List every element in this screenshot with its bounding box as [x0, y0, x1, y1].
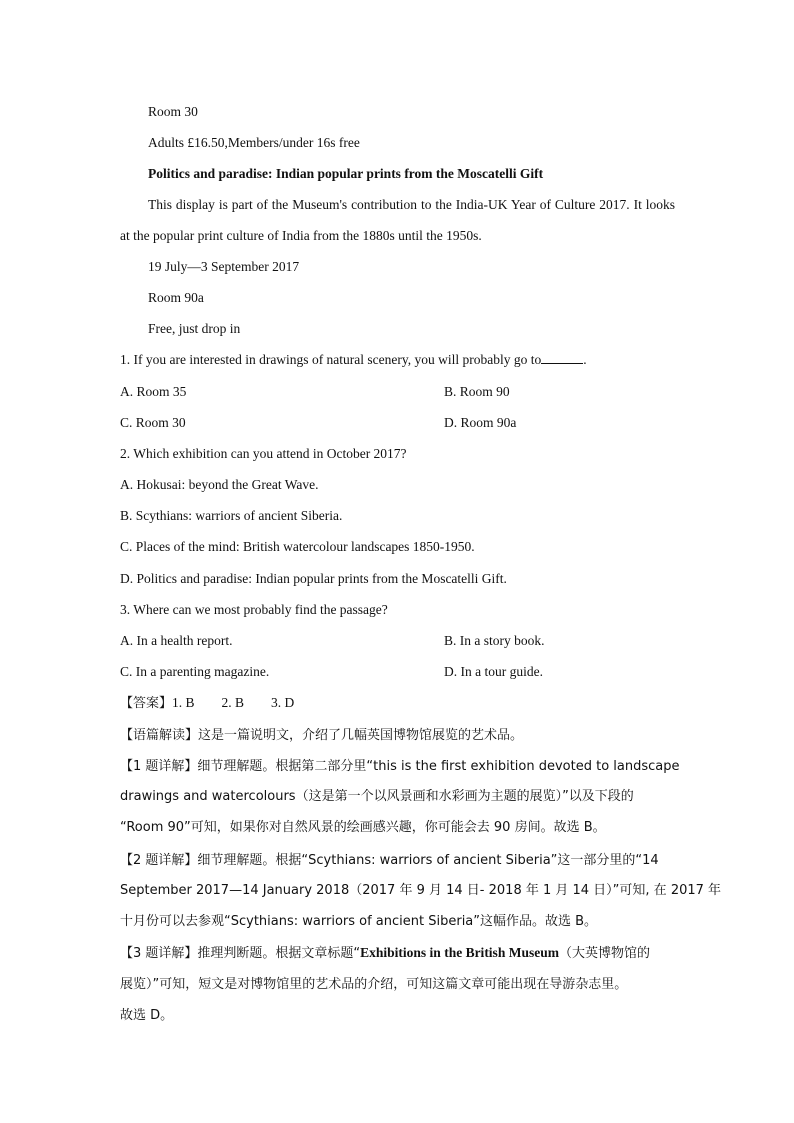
admission-line: Free, just drop in [148, 321, 241, 336]
q3-option-d: D. In a tour guide. [444, 664, 543, 679]
q2-option-c: C. Places of the mind: British watercolour landscapes 1850-1950. [120, 539, 475, 554]
q3-option-a: A. In a health report. [120, 633, 233, 648]
q2-option-d: D. Politics and paradise: Indian popular prints from the Moscatelli Gift. [120, 571, 507, 586]
question-1-text: 1. If you are interested in drawings of natural scenery, you will probably go to [120, 352, 542, 367]
answer-blank [541, 351, 583, 364]
paragraph-text-1: This display is part of the Museum's contribution to the India-UK Year of Culture 2017. It looks [148, 197, 675, 212]
q2-explanation-line-1 [120, 851, 680, 870]
q2-explanation-text-1: 细节理解题。根据“Scythians: warriors of ancient Siberia”这一部分里的“14 [197, 853, 659, 868]
question-1-stem [120, 351, 680, 369]
intro-label: 【语篇解读】 [120, 728, 199, 743]
q1-explanation-line-3: “Room 90”可知，如果你对自然风景的绘画感兴趣，你可能会去 90 房间。故选 B。 [120, 820, 606, 835]
q2-explanation-line-3: 十月份可以去参观“Scythians: warriors of ancient Siberia”这幅作品。故选 B。 [120, 914, 598, 929]
price-line: Adults £16.50,Members/under 16s free [148, 135, 360, 150]
q2-option-b: B. Scythians: warriors of ancient Siberia. [120, 508, 343, 523]
q1-explanation-line-1 [120, 757, 680, 776]
answer-label: 【答案】 [120, 696, 173, 711]
intro-text: 这是一篇说明文，介绍了几幅英国博物馆展览的艺术品。 [198, 728, 524, 743]
q3-explanation-text-1a: 推理判断题。根据文章标题“ [197, 946, 361, 961]
q2-explanation-line-2: September 2017—14 January 2018（2017 年 9 月 14 日- 2018 年 1 月 14 日）”可知, 在 2017 年 [120, 883, 722, 898]
exhibition-paragraph-line-1 [148, 196, 675, 214]
q3-option-c: C. In a parenting magazine. [120, 664, 270, 679]
answer-text: 1. B 2. B 3. D [172, 695, 295, 710]
q2-explanation-label: 【2 题详解】 [120, 853, 198, 868]
room-90a-line: Room 90a [148, 290, 204, 305]
q1-explanation-text-1: 细节理解题。根据第二部分里“this is the first exhibition devoted to landscape [197, 759, 680, 774]
passage-intro-line [120, 726, 680, 745]
dates-line: 19 July—3 September 2017 [148, 259, 300, 274]
answer-line [120, 694, 680, 713]
room-30-line: Room 30 [148, 104, 198, 119]
article-title-reference: Exhibitions in the British Museum [360, 945, 559, 960]
q3-explanation-line-3: 故选 D。 [120, 1008, 174, 1023]
q1-explanation-label: 【1 题详解】 [120, 759, 198, 774]
q1-explanation-line-2: drawings and watercolours（这是第一个以风景画和水彩画为主题的展览）”以及下段的 [120, 789, 634, 804]
q3-explanation-text-1b: （大英博物馆的 [558, 946, 650, 961]
q1-option-b: B. Room 90 [444, 384, 510, 399]
q3-explanation-line-1 [120, 944, 680, 963]
q1-option-c: C. Room 30 [120, 415, 186, 430]
exhibition-paragraph-line-2: at the popular print culture of India from the 1880s until the 1950s. [120, 228, 482, 243]
q3-option-b: B. In a story book. [444, 633, 545, 648]
question-1-end: . [583, 352, 587, 367]
q1-option-a: A. Room 35 [120, 384, 187, 399]
exhibition-heading: Politics and paradise: Indian popular prints from the Moscatelli Gift [148, 166, 544, 181]
question-3-stem: 3. Where can we most probably find the passage? [120, 602, 388, 617]
q2-option-a: A. Hokusai: beyond the Great Wave. [120, 477, 319, 492]
question-2-stem: 2. Which exhibition can you attend in October 2017? [120, 446, 407, 461]
q3-explanation-label: 【3 题详解】 [120, 946, 198, 961]
q3-explanation-line-2: 展览）”可知，短文是对博物馆里的艺术品的介绍，可知这篇文章可能出现在导游杂志里。 [120, 977, 628, 992]
q1-option-d: D. Room 90a [444, 415, 517, 430]
